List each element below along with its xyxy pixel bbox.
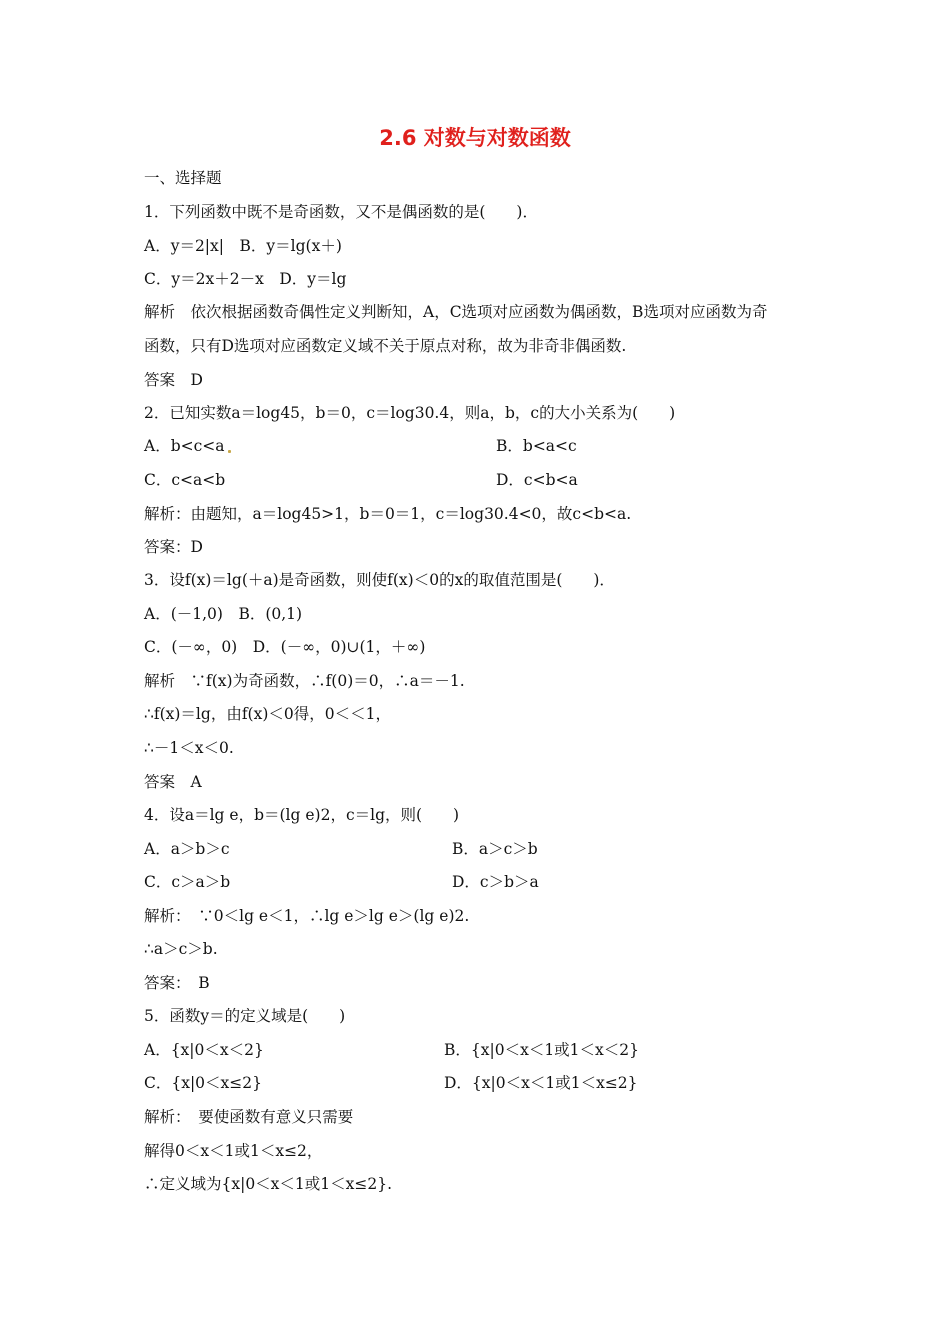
q1-analysis-line2: 函数，只有D选项对应函数定义域不关于原点对称，故为非奇非偶函数.: [144, 337, 627, 355]
q4-analysis-line2: ∴a＞c＞b.: [144, 940, 218, 958]
q5-option-b: B．{x|0＜x＜1或1＜x＜2}: [444, 1041, 640, 1059]
q2-option-d: D．c<b<a: [496, 471, 578, 489]
q3-analysis-line3: ∴－1＜x＜0.: [144, 739, 234, 757]
q2-option-a: A．b<c<a: [144, 437, 225, 455]
q2-option-b: B．b<a<c: [496, 437, 577, 455]
q5-analysis-line2: 解得0＜x＜1或1＜x≤2，: [144, 1142, 323, 1160]
q4-answer: 答案： B: [144, 974, 210, 992]
q2-analysis: 解析：由题知，a＝log45>1，b＝0＝1，c＝log30.4<0，故c<b<a.: [144, 505, 632, 523]
section-heading: 一、选择题: [144, 169, 222, 187]
q3-options-cd: C．(－∞，0) D．(－∞，0)∪(1，＋∞): [144, 638, 426, 656]
q2-answer: 答案：D: [144, 538, 203, 556]
q5-stem: 5．函数y＝的定义域是( ): [144, 1007, 346, 1025]
q3-stem: 3．设f(x)＝lg(＋a)是奇函数，则使f(x)＜0的x的取值范围是( )．: [144, 571, 615, 589]
q3-analysis-line2: ∴f(x)＝lg，由f(x)＜0得，0＜＜1，: [144, 705, 391, 723]
q4-option-d: D．c＞b＞a: [452, 873, 539, 891]
q4-option-b: B．a＞c＞b: [452, 840, 538, 858]
q5-option-c: C．{x|0＜x≤2}: [144, 1074, 262, 1092]
q1-options-cd: C．y＝2x＋2－x D．y＝lg: [144, 270, 347, 288]
q5-option-a: A．{x|0＜x＜2}: [144, 1041, 264, 1059]
q4-analysis-line1: 解析： ∵0＜lg e＜1，∴lg e＞lg e＞(lg e)2.: [144, 907, 470, 925]
q4-stem: 4．设a＝lg e，b＝(lg e)2，c＝lg，则( ): [144, 806, 460, 824]
q3-analysis-line1: 解析 ∵f(x)为奇函数，∴f(0)＝0，∴a＝－1.: [144, 672, 465, 690]
q3-answer: 答案 A: [144, 773, 202, 791]
q2-stem: 2．已知实数a＝log45，b＝0，c＝log30.4，则a，b，c的大小关系为( ): [144, 404, 676, 422]
q3-options-ab: A．(－1,0) B．(0,1): [144, 605, 303, 623]
page-title: 2.6 对数与对数函数: [379, 126, 571, 150]
q4-option-a: A．a＞b＞c: [144, 840, 230, 858]
q1-analysis-line1: 解析 依次根据函数奇偶性定义判断知，A，C选项对应函数为偶函数，B选项对应函数为奇: [144, 303, 768, 321]
q1-answer: 答案 D: [144, 371, 203, 389]
stray-mark: [228, 450, 231, 453]
q1-stem: 1．下列函数中既不是奇函数，又不是偶函数的是( )．: [144, 203, 538, 221]
q2-option-c: C．c<a<b: [144, 471, 226, 489]
q5-option-d: D．{x|0＜x＜1或1＜x≤2}: [444, 1074, 638, 1092]
q5-analysis-line3: ∴定义域为{x|0＜x＜1或1＜x≤2}.: [144, 1175, 393, 1193]
q5-analysis-line1: 解析： 要使函数有意义只需要: [144, 1108, 354, 1126]
q1-options-ab: A．y＝2|x| B．y＝lg(x＋): [144, 237, 342, 255]
q4-option-c: C．c＞a＞b: [144, 873, 231, 891]
